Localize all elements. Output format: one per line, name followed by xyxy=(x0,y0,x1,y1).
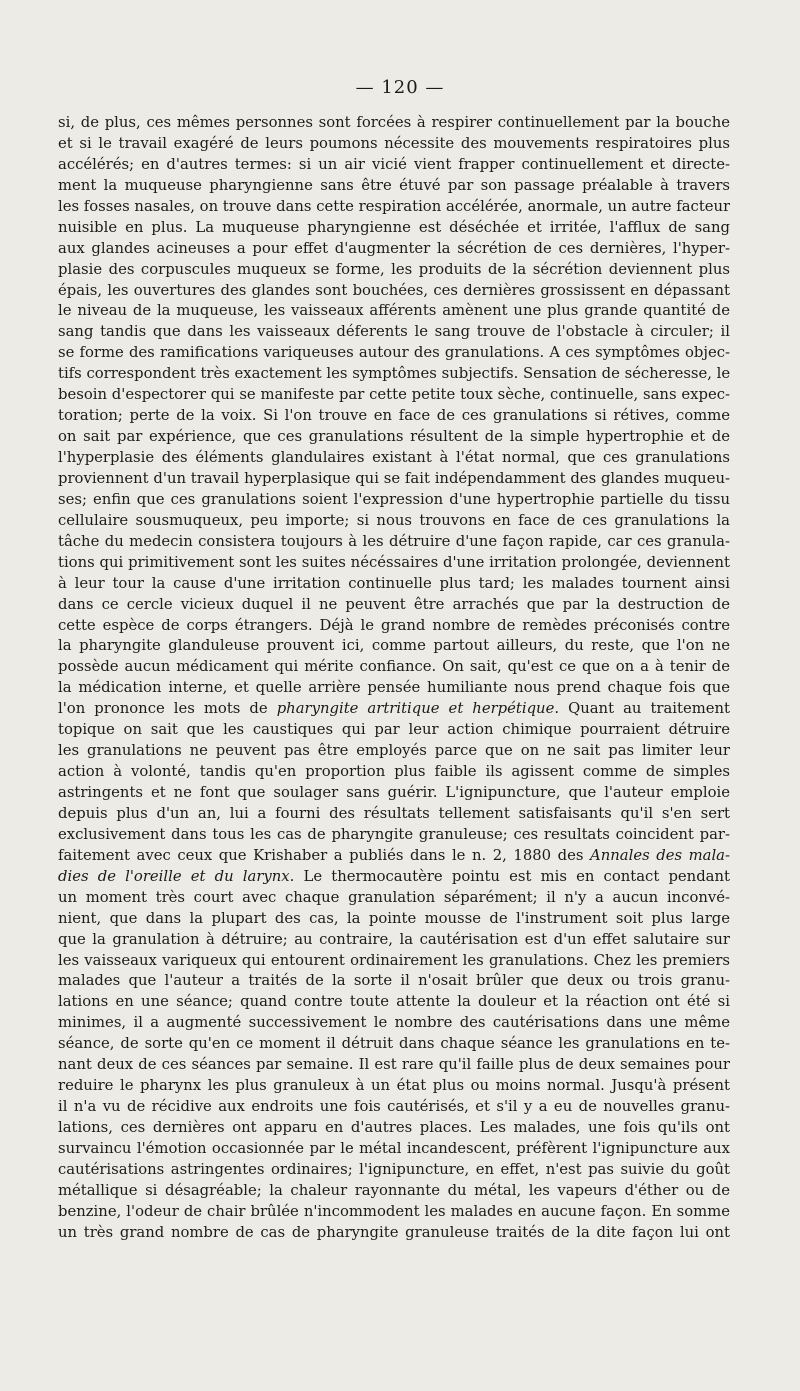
text-line: cautérisations astringentes ordinaires; l'ignipuncture, en effet, n'est pas suivie du goût xyxy=(58,1160,730,1178)
text-line: ses; enfin que ces granulations soient l'expression d'une hypertrophie partielle du tissu xyxy=(58,490,730,508)
text-line: cette espèce de corps étrangers. Déjà le grand nombre de remèdes préconisés contre xyxy=(58,616,730,634)
text-line: la pharyngite glanduleuse prouvent ici, comme partout ailleurs, du reste, que l'on ne xyxy=(58,637,730,655)
text-line: possède aucun médicament qui mérite confiance. On sait, qu'est ce que on a à tenir de xyxy=(58,658,730,676)
text-line: exclusivement dans tous les cas de pharyngite granuleuse; ces resultats coincident par- xyxy=(58,825,730,843)
text-line: métallique si désagréable; la chaleur rayonnante du métal, les vapeurs d'éther ou de xyxy=(58,1181,730,1199)
italic-title: Annales des mala- xyxy=(590,846,730,864)
text-line: nuisible en plus. La muqueuse pharyngienne est déséchée et irritée, l'afflux de sang xyxy=(58,218,730,236)
text-line: les fosses nasales, on trouve dans cette respiration accélérée, anormale, un autre facteur xyxy=(58,197,730,215)
text-line: toration; perte de la voix. Si l'on trouve en face de ces granulations si rétives, comme xyxy=(58,407,730,425)
text-line: topique on sait que les caustiques qui par leur action chimique pourraient détruire xyxy=(58,721,730,739)
text-line: si, de plus, ces mêmes personnes sont forcées à respirer continuellement par la bouche xyxy=(58,114,730,131)
text-line: et si le travail exagéré de leurs poumons nécessite des mouvements respiratoires plus xyxy=(58,134,730,152)
italic-title: dies de l'oreille et du larynx xyxy=(58,867,290,885)
text-line: reduire le pharynx les plus granuleux à un état plus ou moins normal. Jusqu'à présent xyxy=(58,1077,730,1095)
text-line: tifs correspondent très exactement les symptômes subjectifs. Sensation de sécheresse, le xyxy=(58,365,730,383)
text-line: épais, les ouvertures des glandes sont bouchées, ces dernières grossissent en dépassant xyxy=(58,281,730,299)
text-line: les granulations ne peuvent pas être employés parce que on ne sait pas limiter leur xyxy=(58,742,730,760)
text-line: à leur tour la cause d'une irritation continuelle plus tard; les malades tournent ainsi xyxy=(58,574,730,592)
text-line: cellulaire sousmuqueux, peu importe; si nous trouvons en face de ces granulations la xyxy=(58,511,730,529)
text-span: . Le thermocautère pointu est mis en contact pendant xyxy=(289,867,730,885)
text-line xyxy=(58,699,730,720)
text-line xyxy=(58,846,730,867)
text-line: ment la muqueuse pharyngienne sans être étuvé par son passage préalable à travers xyxy=(58,176,730,194)
page-number: — 120 — xyxy=(355,77,445,98)
text-line: tâche du medecin consistera toujours à les détruire d'une façon rapide, car ces granula- xyxy=(58,532,730,550)
text-line: on sait par expérience, que ces granulations résultent de la simple hypertrophie et de xyxy=(58,428,730,446)
text-line: nient, que dans la plupart des cas, la pointe mousse de l'instrument soit plus large xyxy=(58,909,730,927)
text-line: accélérés; en d'autres termes: si un air vicié vient frapper continuellement et directe- xyxy=(58,155,730,173)
text-line: un moment très court avec chaque granulation séparément; il n'y a aucun inconvé- xyxy=(58,888,730,906)
text-span: . Quant au traitement xyxy=(554,700,730,718)
text-line: aux glandes acineuses a pour effet d'augmenter la sécrétion de ces dernières, l'hyper- xyxy=(58,239,730,257)
text-line: sang tandis que dans les vaisseaux déferents le sang trouve de l'obstacle à circuler; il xyxy=(58,323,730,341)
italic-title: pharyngite artritique et herpétique xyxy=(276,700,555,718)
text-line: action à volonté, tandis qu'en proportion plus faible ils agissent comme de simples xyxy=(58,763,730,781)
text-line: la médication interne, et quelle arrière pensée humiliante nous prend chaque fois que xyxy=(58,679,730,697)
text-line: les vaisseaux variqueux qui entourent ordinairement les granulations. Chez les premiers xyxy=(58,951,730,969)
text-line: benzine, l'odeur de chair brûlée n'incommodent les malades en aucune façon. En somme xyxy=(58,1202,730,1220)
text-line: plasie des corpuscules muqueux se forme, les produits de la sécrétion deviennent plus xyxy=(58,260,730,278)
text-line: lations en une séance; quand contre toute attente la douleur et la réaction ont été si xyxy=(58,993,730,1011)
text-line: survaincu l'émotion occasionnée par le métal incandescent, préfèrent l'ignipuncture aux xyxy=(58,1139,730,1157)
text-span: l'on prononce les mots de xyxy=(58,700,277,718)
text-line: le niveau de la muqueuse, les vaisseaux afférents amènent une plus grande quantité de xyxy=(58,302,730,320)
text-line: proviennent d'un travail hyperplasique qui se fait indépendamment des glandes muqueu- xyxy=(58,469,730,487)
text-line: malades que l'auteur a traités de la sorte il n'osait brûler que deux ou trois granu- xyxy=(58,972,730,990)
text-line: depuis plus d'un an, lui a fourni des résultats tellement satisfaisants qu'il s'en sert xyxy=(58,804,730,822)
text-line xyxy=(58,867,730,888)
text-line: dans ce cercle vicieux duquel il ne peuvent être arrachés que par la destruction de xyxy=(58,595,730,613)
text-line: besoin d'espectorer qui se manifeste par cette petite toux sèche, continuelle, sans expec- xyxy=(58,386,730,404)
text-line: l'hyperplasie des éléments glandulaires existant à l'état normal, que ces granulations xyxy=(58,449,730,466)
text-line: lations, ces dernières ont apparu en d'autres places. Les malades, une fois qu'ils ont xyxy=(58,1119,730,1136)
text-span: faitement avec ceux que Krishaber a publiés dans le n. 2, 1880 des xyxy=(58,846,591,864)
body-text xyxy=(58,113,730,1244)
text-line: minimes, il a augmenté successivement le nombre des cautérisations dans une même xyxy=(58,1014,730,1032)
text-line: nant deux de ces séances par semaine. Il est rare qu'il faille plus de deux semaines pour xyxy=(58,1056,730,1074)
text-line: que la granulation à détruire; au contraire, la cautérisation est d'un effet salutaire sur xyxy=(58,930,730,948)
text-line: astringents et ne font que soulager sans guérir. L'ignipuncture, que l'auteur emploie xyxy=(58,784,730,801)
text-line: tions qui primitivement sont les suites nécéssaires d'une irritation prolongée, deviennent xyxy=(58,553,730,571)
text-line: un très grand nombre de cas de pharyngite granuleuse traités de la dite façon lui ont xyxy=(58,1223,730,1241)
text-line: se forme des ramifications variqueuses autour des granulations. A ces symptômes objec- xyxy=(58,344,730,362)
text-line: il n'a vu de récidive aux endroits une fois cautérisés, et s'il y a eu de nouvelles granu- xyxy=(58,1098,730,1116)
text-line: séance, de sorte qu'en ce moment il détruit dans chaque séance les granulations en te- xyxy=(58,1035,730,1053)
